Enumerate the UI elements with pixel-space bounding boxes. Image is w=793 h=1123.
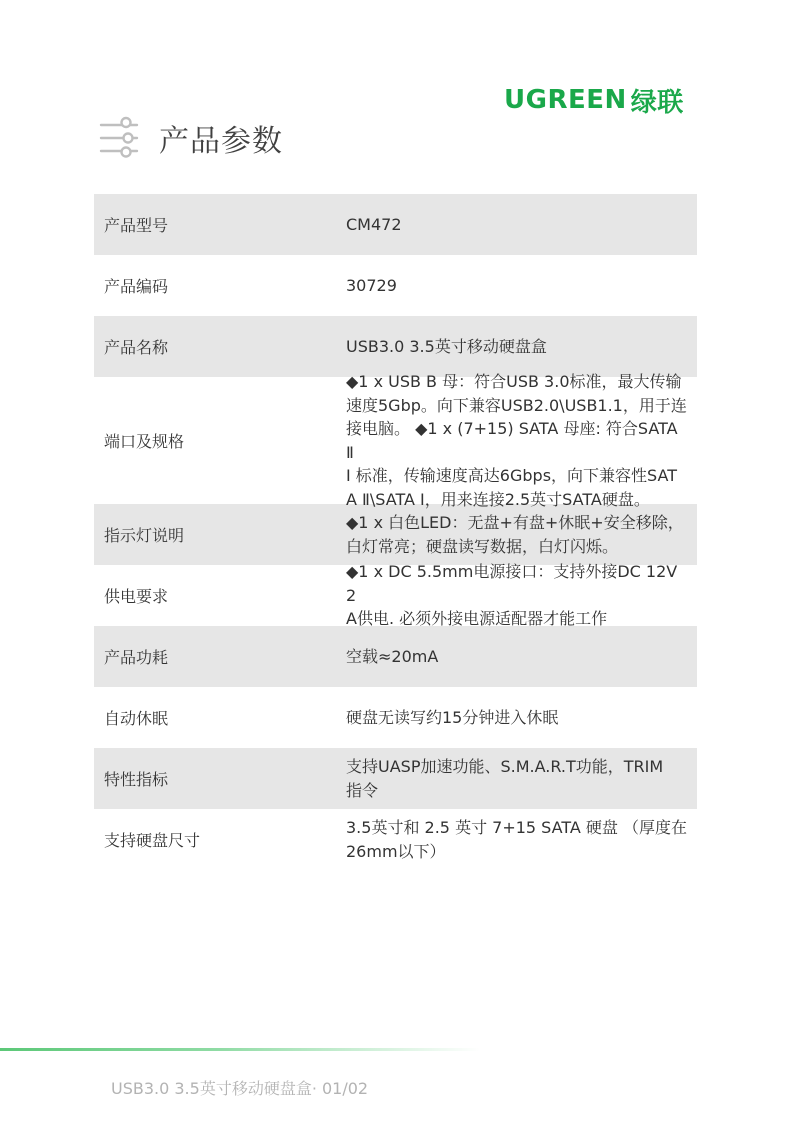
row-label: 自动休眠 bbox=[104, 709, 169, 728]
section-title: 产品参数 bbox=[159, 124, 283, 159]
row-value: CM472 bbox=[346, 214, 402, 234]
row-value: USB3.0 3.5英寸移动硬盘盒 bbox=[346, 336, 547, 356]
spec-row-model bbox=[94, 194, 697, 255]
row-label: 支持硬盘尺寸 bbox=[104, 831, 201, 850]
spec-row-ports bbox=[94, 372, 697, 509]
spec-row-features bbox=[94, 748, 697, 809]
spec-row-name bbox=[94, 316, 697, 377]
spec-row-disk-size bbox=[94, 809, 697, 870]
row-label: 产品名称 bbox=[104, 338, 169, 357]
logo-cn: 绿联 bbox=[630, 87, 684, 118]
spec-row-sleep bbox=[94, 687, 697, 748]
ugreen-logo bbox=[504, 82, 684, 118]
spec-table bbox=[94, 194, 697, 870]
row-label: 端口及规格 bbox=[104, 432, 185, 451]
row-value: 3.5英寸和 2.5 英寸 7+15 SATA 硬盘 （厚度在 26mm以下） bbox=[346, 818, 687, 861]
spec-row-code bbox=[94, 255, 697, 316]
spec-row-indicator bbox=[94, 504, 697, 565]
row-label: 指示灯说明 bbox=[104, 526, 185, 545]
row-value: 30729 bbox=[346, 275, 397, 295]
footer-divider bbox=[0, 1048, 480, 1051]
row-value: 空载≈20mA bbox=[346, 646, 439, 666]
row-label: 产品型号 bbox=[104, 216, 169, 235]
row-value: ◆1 x 白色LED：无盘+有盘+休眠+安全移除， 白灯常亮；硬盘读写数据，白灯闪烁。 bbox=[346, 513, 684, 556]
row-value: ◆1 x USB B 母：符合USB 3.0标准，最大传输 速度5Gbp。向下兼容USB2.0\USB1.1，用于连 接电脑。 ◆1 x (7+15) SATA 母座: 符合SATA Ⅱ I 标准，传输速度高达6Gbps，向下兼容性SAT A Ⅱ\SATA I，用来连接2.5英寸SATA硬盘。 bbox=[346, 372, 687, 509]
row-label: 产品功耗 bbox=[104, 648, 169, 667]
row-label: 特性指标 bbox=[104, 770, 169, 789]
section-header bbox=[99, 116, 283, 160]
row-value: 支持UASP加速功能、S.M.A.R.T功能，TRIM 指令 bbox=[346, 757, 664, 800]
spec-row-power bbox=[94, 562, 697, 629]
row-label: 供电要求 bbox=[104, 587, 169, 606]
logo-latin: UGREEN bbox=[504, 85, 627, 115]
footer-page-info: USB3.0 3.5英寸移动硬盘盒· 01/02 bbox=[111, 1079, 369, 1098]
row-value: ◆1 x DC 5.5mm电源接口：支持外接DC 12V 2 A供电. 必须外接电源适配器才能工作 bbox=[346, 562, 678, 629]
row-value: 硬盘无读写约15分钟进入休眠 bbox=[346, 707, 559, 727]
spec-row-consumption bbox=[94, 626, 697, 687]
params-sliders-icon bbox=[99, 116, 139, 160]
row-label: 产品编码 bbox=[104, 277, 169, 296]
